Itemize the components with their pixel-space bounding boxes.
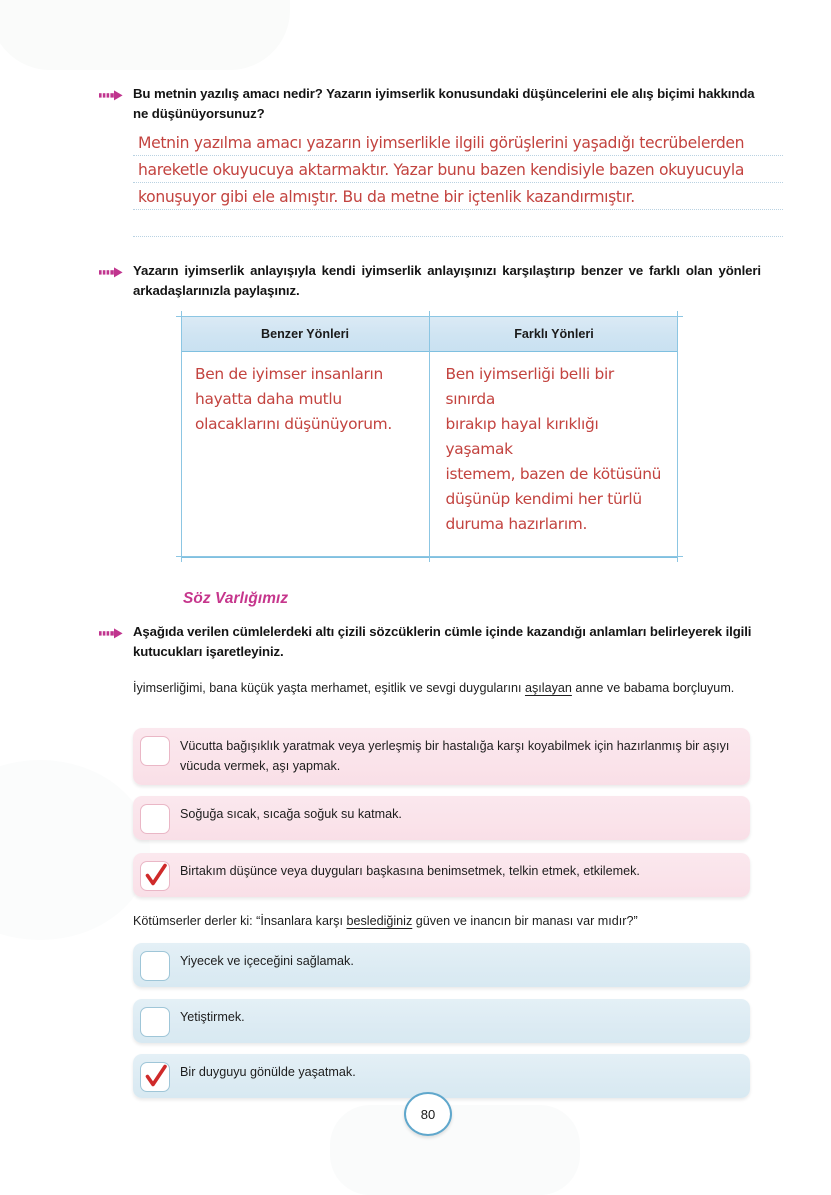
cell-line: Ben iyimserliği belli bir sınırda <box>445 365 614 408</box>
sentence-part-after: anne ve babama borçluyum. <box>571 681 735 695</box>
option-label: Soğuğa sıcak, sıcağa soğuk su katmak. <box>180 807 402 821</box>
writing-rule <box>133 209 783 210</box>
writing-rule <box>133 182 783 183</box>
sentence-part-before: Kötümserler derler ki: “İnsanlara karşı <box>133 914 347 928</box>
question-2 <box>99 261 761 302</box>
section-heading-vocabulary: Söz Varlığımız <box>183 590 289 607</box>
comparison-cell-different[interactable] <box>430 352 679 557</box>
check-icon <box>144 1064 168 1090</box>
question-2-prompt: Yazarın iyimserlik anlayışıyla kendi iyimserlik anlayışınızı karşılaştırıp benzer ve farklı olan yönleri arkadaşlarınızla paylaşınız. <box>133 263 761 299</box>
option-label: Yetiştirmek. <box>180 1010 245 1024</box>
checkbox-checked[interactable] <box>140 1062 170 1092</box>
check-icon <box>144 863 168 889</box>
sentence-part-before: İyimserliğimi, bana küçük yaşta merhamet, eşitlik ve sevgi duygularını <box>133 681 525 695</box>
writing-rule <box>133 155 783 156</box>
cell-line: hayatta daha mutlu <box>195 390 342 408</box>
underlined-word-besrediginiz: beslediğiniz <box>346 914 413 928</box>
comparison-table-header-similar: Benzer Yönleri <box>181 317 430 351</box>
page-number <box>404 1092 452 1136</box>
checkbox-checked[interactable] <box>140 861 170 891</box>
exercise-2-sentence <box>133 911 761 932</box>
answer-line: konuşuyor gibi ele almıştır. Bu da metne bir içtenlik kazandırmıştır. <box>138 188 635 206</box>
option-row[interactable] <box>133 943 750 987</box>
option-row[interactable] <box>133 999 750 1043</box>
question-1-answer <box>138 130 783 211</box>
page-number-value: 80 <box>420 1106 436 1122</box>
question-1-prompt: Bu metnin yazılış amacı nedir? Yazarın iyimserlik konusundaki düşüncelerini ele alış biçimi hakkında ne düşünüyorsunuz? <box>133 86 755 122</box>
arrow-bullet-icon <box>99 265 125 283</box>
cell-line: olacaklarını düşünüyorum. <box>195 415 392 433</box>
table-edge-middle <box>429 311 430 562</box>
checkbox-unchecked[interactable] <box>140 1007 170 1037</box>
checkbox-unchecked[interactable] <box>140 736 170 766</box>
table-edge-left <box>181 311 182 562</box>
answer-line: hareketle okuyucuya aktarmaktır. Yazar bunu bazen kendisiyle bazen okuyucuyla <box>138 161 745 179</box>
table-edge-bottom <box>176 556 683 557</box>
option-row[interactable] <box>133 1054 750 1098</box>
vocabulary-instruction-text: Aşağıda verilen cümlelerdeki altı çizili sözcüklerin cümle içinde kazandığı anlamları belirleyerek ilgili kutucukları işaretleyiniz. <box>133 624 752 660</box>
option-label: Birtakım düşünce veya duyguları başkasına benimsetmek, telkin etmek, etkilemek. <box>180 864 640 878</box>
sentence-part-after: güven ve inancın bir manası var mıdır?” <box>412 914 638 928</box>
option-label: Vücutta bağışıklık yaratmak veya yerleşmiş bir hastalığa karşı koyabilmek için hazırlanmış bir aşıyı vücuda vermek, aşı yapmak. <box>180 739 730 774</box>
table-edge-top <box>176 316 683 317</box>
cell-line: Ben de iyimser insanların <box>195 365 383 383</box>
checkbox-unchecked[interactable] <box>140 951 170 981</box>
table-edge-right <box>677 311 678 562</box>
option-label: Yiyecek ve içeceğini sağlamak. <box>180 954 354 968</box>
underlined-word-asilayan: aşılayan <box>524 681 572 695</box>
option-label: Bir duyguyu gönülde yaşatmak. <box>180 1065 356 1079</box>
comparison-cell-similar[interactable] <box>181 352 430 557</box>
cell-line: istemem, bazen de kötüsünü <box>445 465 662 483</box>
writing-rule <box>133 236 783 237</box>
checkbox-unchecked[interactable] <box>140 804 170 834</box>
option-row[interactable] <box>133 853 750 897</box>
vocabulary-instruction-block <box>99 622 761 663</box>
cell-line: düşünüp kendimi her türlü <box>445 490 642 508</box>
option-row[interactable] <box>133 796 750 840</box>
answer-line: Metnin yazılma amacı yazarın iyimserlikle ilgili görüşlerini yaşadığı tecrübelerden <box>138 134 745 152</box>
exercise-1-sentence <box>133 678 761 699</box>
cell-line: duruma hazırlarım. <box>445 515 588 533</box>
question-1 <box>99 84 761 125</box>
option-row[interactable] <box>133 728 750 785</box>
arrow-bullet-icon <box>99 88 125 106</box>
comparison-table-header-different: Farklı Yönleri <box>514 327 594 341</box>
cell-line: bırakıp hayal kırıklığı yaşamak <box>445 415 599 458</box>
arrow-bullet-icon <box>99 626 125 644</box>
